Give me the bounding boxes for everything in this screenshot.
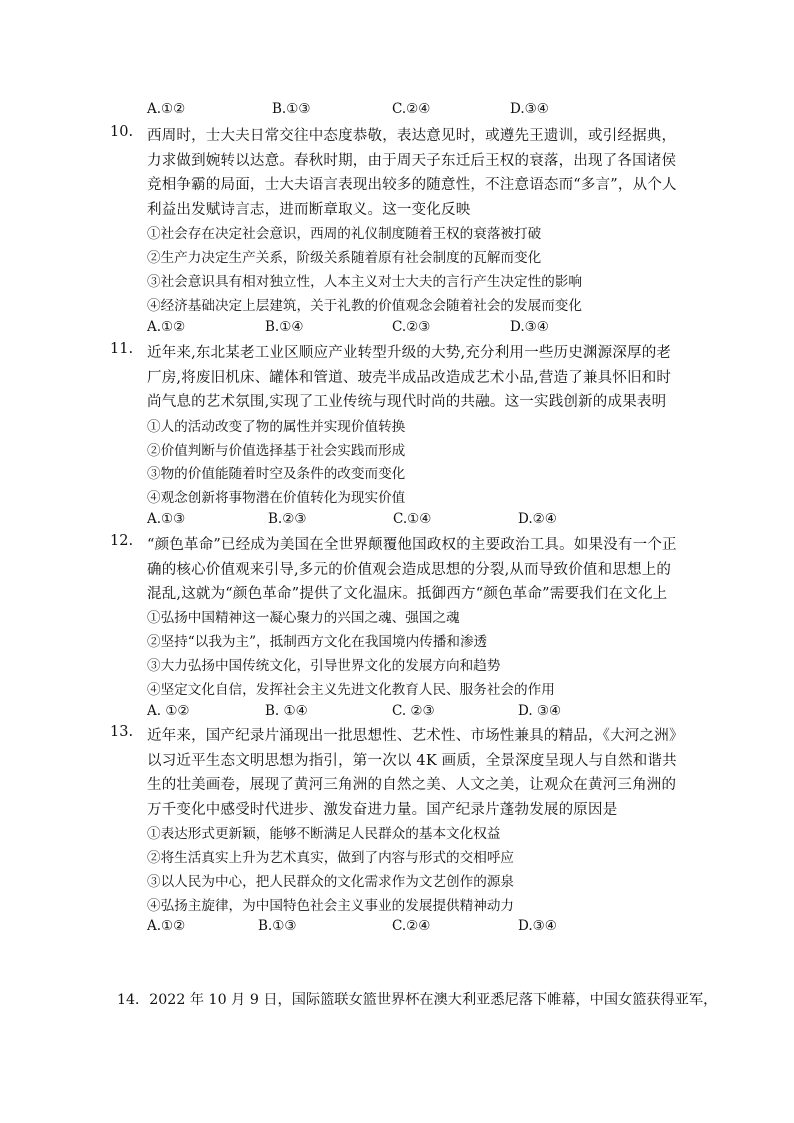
question-text: 西周时，士大夫日常交往中态度恭敬，表达意见时，或遵先王遗训，或引经据典，力求做到婉转以达意。春秋时期，由于周天子东迁后王权的衰落，出现了各国诸侯竞相争霸的局面，士大夫语言表现出较多的随意性，不注意语态而“多言”，从个人利益出发赋诗言志，进而断章取义。这一变化反映 — [147, 128, 677, 218]
option-c[interactable]: C.②④ — [392, 918, 431, 934]
option-d[interactable]: D.②④ — [518, 511, 557, 527]
option-c[interactable]: C. ②③ — [392, 703, 435, 719]
option-c[interactable]: C.②④ — [392, 101, 431, 117]
option-a[interactable]: A.①② — [147, 101, 186, 117]
question-14-text: 14．2022 年 10 月 9 日，国际篮联女篮世界杯在澳大利亚悉尼落下帷幕，中国女篮获得亚军， — [117, 992, 718, 1008]
statement-3: ③以人民为中心，把人民群众的文化需求作为文艺创作的源泉 — [147, 874, 515, 890]
option-b[interactable]: B.②③ — [268, 511, 307, 527]
question-number: 12. — [110, 533, 134, 549]
statement-2: ②价值判断与价值选择基于社会实践而形成 — [147, 443, 406, 459]
question-number: 11. — [110, 341, 134, 357]
statement-3: ③大力弘扬中国传统文化，引导世界文化的发展方向和趋势 — [147, 658, 501, 674]
question-13 — [110, 724, 680, 822]
option-b[interactable]: B.①③ — [272, 101, 311, 117]
option-a[interactable]: A. ①② — [147, 703, 190, 719]
option-b[interactable]: B.①④ — [265, 319, 304, 335]
statement-2: ②坚持“以我为主”，抵制西方文化在我国境内传播和渗透 — [147, 634, 488, 650]
option-c[interactable]: C.②③ — [392, 319, 431, 335]
question-number: 10. — [110, 124, 134, 140]
question-text: 近年来,东北某老工业区顺应产业转型升级的大势,充分利用一些历史渊源深厚的老厂房,将废旧机床、罐体和管道、玻壳半成品改造成艺术小品,营造了兼具怀旧和时尚气息的艺术氛围,实现了工业传统与现代时尚的共融。这一实践创新的成果表明 — [147, 345, 672, 410]
question-text: “颜色革命”已经成为美国在全世界颠覆他国政权的主要政治工具。如果没有一个正确的核心价值观来引导,多元的价值观会造成思想的分裂,从而导致价值和思想上的混乱,这就为“颜色革命”提供了文化温床。抵御西方“颜色革命”需要我们在文化上 — [147, 537, 677, 602]
option-a[interactable]: A.①② — [147, 918, 186, 934]
option-d[interactable]: D.③④ — [510, 101, 549, 117]
q11-options — [147, 511, 707, 535]
statement-2: ②将生活真实上升为艺术真实，做到了内容与形式的交相呼应 — [147, 850, 515, 866]
option-b[interactable]: B. ①④ — [265, 703, 308, 719]
statement-3: ③物的价值能随着时空及条件的改变而变化 — [147, 466, 406, 482]
option-d[interactable]: D.③④ — [518, 918, 557, 934]
option-d[interactable]: D. ③④ — [518, 703, 562, 719]
statement-1: ①表达形式更新颖，能够不断满足人民群众的基本文化权益 — [147, 826, 501, 842]
q9-options — [147, 101, 707, 125]
statement-4: ④坚定文化自信，发挥社会主义先进文化教育人民、服务社会的作用 — [147, 682, 555, 698]
q13-options — [147, 918, 707, 942]
statement-3: ③社会意识具有相对独立性，人本主义对士大夫的言行产生决定性的影响 — [147, 274, 582, 290]
q10-options — [147, 319, 707, 343]
question-text: 近年来，国产纪录片涌现出一批思想性、艺术性、市场性兼具的精品，《大河之洲》以习近平生态文明思想为指引，第一次以 4K 画质，全景深度呈现人与自然和谐共生的壮美画卷，展现了黄河三角洲的自然之美、人文之美，让观众在黄河三角洲的万千变化中感受时代进步、激发奋进力量。国产纪录片蓬勃发展的原因是 — [147, 728, 677, 818]
statement-4: ④观念创新将事物潜在价值转化为现实价值 — [147, 490, 406, 506]
option-d[interactable]: D.③④ — [510, 319, 549, 335]
question-11 — [110, 341, 680, 415]
question-10 — [110, 124, 680, 222]
option-c[interactable]: C.①④ — [393, 511, 432, 527]
statement-4: ④弘扬主旋律，为中国特色社会主义事业的发展提供精神动力 — [147, 898, 515, 914]
statement-1: ①社会存在决定社会意识，西周的礼仪制度随着王权的衰落被打破 — [147, 226, 542, 242]
option-a[interactable]: A.①③ — [147, 511, 186, 527]
statement-1: ①弘扬中国精神这一凝心聚力的兴国之魂、强国之魂 — [147, 610, 460, 626]
statement-4: ④经济基础决定上层建筑，关于礼教的价值观念会随着社会的发展而变化 — [147, 298, 582, 314]
statement-1: ①人的活动改变了物的属性并实现价值转换 — [147, 419, 406, 435]
statement-2: ②生产力决定生产关系，阶级关系随着原有社会制度的瓦解而变化 — [147, 250, 542, 266]
option-b[interactable]: B.①③ — [258, 918, 297, 934]
question-number: 13. — [110, 724, 134, 740]
option-a[interactable]: A.①② — [147, 319, 186, 335]
question-12 — [110, 533, 680, 607]
